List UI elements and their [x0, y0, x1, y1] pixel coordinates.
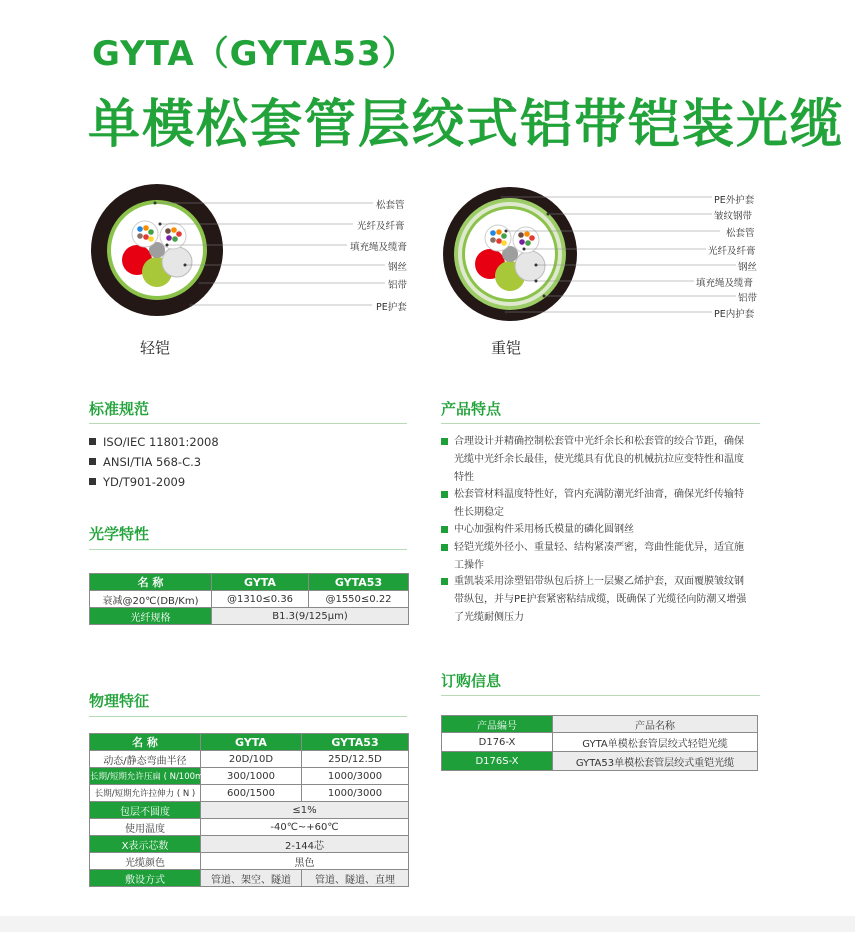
cell-gyta: 600/1500	[201, 785, 302, 802]
row-name: 光纤规格	[90, 608, 212, 625]
cell-code: D176S-X	[442, 752, 553, 771]
table-header-row	[90, 574, 409, 591]
heavy-armor-caption: 重铠	[491, 339, 522, 357]
cell-value: 黑色	[201, 853, 409, 870]
optical-section-title: 光学特性	[89, 525, 150, 543]
cell-gyta: @1310≤0.36	[212, 591, 309, 608]
label-steel-wire: 钢丝	[388, 262, 408, 273]
white-tube	[515, 251, 545, 281]
table-row	[90, 853, 409, 870]
header-gyta53: GYTA53	[302, 734, 409, 751]
label-filler: 填充绳及缆膏	[350, 242, 408, 253]
header-gyta: GYTA	[201, 734, 302, 751]
feature-item: 中心加强构件采用杨氏模量的磷化圆钢丝	[441, 521, 766, 539]
cell-gyta: 管道、架空、隧道	[201, 870, 302, 887]
label-loose-tube: 松套管	[376, 200, 405, 211]
label-pe-sheath: PE护套	[376, 302, 407, 313]
bullet-icon	[441, 491, 448, 498]
table-row	[90, 768, 409, 785]
row-name: 敷设方式	[90, 870, 201, 887]
header-code: 产品编号	[442, 716, 553, 733]
bullet-icon	[441, 578, 448, 585]
table-row	[90, 591, 409, 608]
standard-item: ISO/IEC 11801:2008	[89, 435, 219, 449]
optical-properties-table	[89, 573, 409, 625]
header-gyta: GYTA	[212, 574, 309, 591]
label-pe-outer-sheath: PE外护套	[714, 195, 755, 206]
physical-divider	[89, 716, 407, 717]
row-name: X表示芯数	[90, 836, 201, 853]
row-name: 衰减@20℃(DB/Km)	[90, 591, 212, 608]
label-aluminum-tape: 铝带	[738, 293, 758, 304]
cell-gyta53: 1000/3000	[302, 768, 409, 785]
cell-gyta53: 1000/3000	[302, 785, 409, 802]
physical-section-title: 物理特征	[89, 692, 150, 710]
order-section-title: 订购信息	[441, 672, 502, 690]
label-fiber-gel: 光纤及纤膏	[357, 221, 405, 232]
table-row	[90, 785, 409, 802]
label-pe-inner-sheath: PE内护套	[714, 309, 755, 320]
bullet-icon	[441, 438, 448, 445]
row-name: 动态/静态弯曲半径	[90, 751, 201, 768]
features-divider	[441, 423, 760, 424]
feature-item: 重凯装采用涂塑铝带纵包后挤上一层聚乙烯护套，双面覆膜皱纹钢 带纵包，并与PE护套紧密粘结成缆，既确保了光缆径向防潮又增强 了光缆耐侧压力	[441, 573, 766, 627]
row-name: 包层不圆度	[90, 802, 201, 819]
label-steel-wire: 钢丝	[738, 262, 758, 273]
cell-name: GYTA单模松套管层绞式轻铠光缆	[553, 733, 758, 752]
feature-item: 合理设计并精确控制松套管中光纤余长和松套管的绞合节距，确保 光缆中光纤余长最佳，使光缆具有优良的机械抗拉应变特性和温度 特性	[441, 433, 766, 487]
cell-code: D176-X	[442, 733, 553, 752]
feature-item: 松套管材料温度特性好，管内充满防潮光纤油膏，确保光纤传输特 性长期稳定	[441, 486, 766, 522]
table-row	[442, 733, 758, 752]
order-divider	[441, 695, 760, 696]
cell-gyta: 300/1000	[201, 768, 302, 785]
light-armor-caption: 轻铠	[140, 339, 171, 357]
table-row	[90, 608, 409, 625]
label-loose-tube: 松套管	[726, 228, 755, 239]
label-aluminum-tape: 铝带	[388, 280, 408, 291]
row-name: 光缆颜色	[90, 853, 201, 870]
feature-item: 轻铠光缆外径小、重量轻、结构紧凑严密，弯曲性能优异，适宜施 工操作	[441, 539, 766, 575]
cell-value: B1.3(9/125μm)	[212, 608, 409, 625]
standards-divider	[89, 423, 407, 424]
table-row	[90, 870, 409, 887]
standards-section-title: 标准规范	[89, 400, 150, 418]
header-gyta53: GYTA53	[309, 574, 409, 591]
cell-gyta53: @1550≤0.22	[309, 591, 409, 608]
bullet-icon	[441, 526, 448, 533]
physical-properties-table	[89, 733, 409, 887]
table-header-row	[442, 716, 758, 733]
fiber-tube-1	[132, 221, 158, 247]
standard-item: YD/T901-2009	[89, 475, 185, 489]
product-name-title: 单模松套管层绞式铝带铠装光缆	[88, 95, 845, 155]
cell-gyta: 20D/10D	[201, 751, 302, 768]
header-name: 产品名称	[553, 716, 758, 733]
footer-band	[0, 916, 855, 932]
optical-divider	[89, 549, 407, 550]
row-name: 长期/短期允许压扁 ( N/100mm )	[90, 768, 201, 785]
header-name: 名 称	[90, 574, 212, 591]
row-name: 使用温度	[90, 819, 201, 836]
cell-name: GYTA53单模松套管层绞式重铠光缆	[553, 752, 758, 771]
table-row	[90, 802, 409, 819]
table-row	[442, 752, 758, 771]
cell-gyta53: 25D/12.5D	[302, 751, 409, 768]
table-row	[90, 751, 409, 768]
product-model-title: GYTA（GYTA53）	[92, 34, 417, 74]
features-section-title: 产品特点	[441, 400, 502, 418]
bullet-icon	[441, 544, 448, 551]
label-filler: 填充绳及缆膏	[696, 278, 754, 289]
cell-value: -40℃~+60℃	[201, 819, 409, 836]
table-row	[90, 819, 409, 836]
row-name: 长期/短期允许拉伸力 ( N )	[90, 785, 201, 802]
cell-value: ≤1%	[201, 802, 409, 819]
order-info-table	[441, 715, 758, 771]
table-row	[90, 836, 409, 853]
table-header-row	[90, 734, 409, 751]
header-name: 名 称	[90, 734, 201, 751]
standard-item: ANSI/TIA 568-C.3	[89, 455, 201, 469]
white-tube	[162, 247, 192, 277]
light-armor-cross-section-diagram	[85, 190, 415, 330]
cell-gyta53: 管道、隧道、直埋	[302, 870, 409, 887]
fiber-tube-1	[485, 225, 511, 251]
label-fiber-gel: 光纤及纤膏	[708, 246, 756, 257]
label-corrugated-steel: 皱纹钢带	[714, 211, 753, 222]
cell-value: 2-144芯	[201, 836, 409, 853]
